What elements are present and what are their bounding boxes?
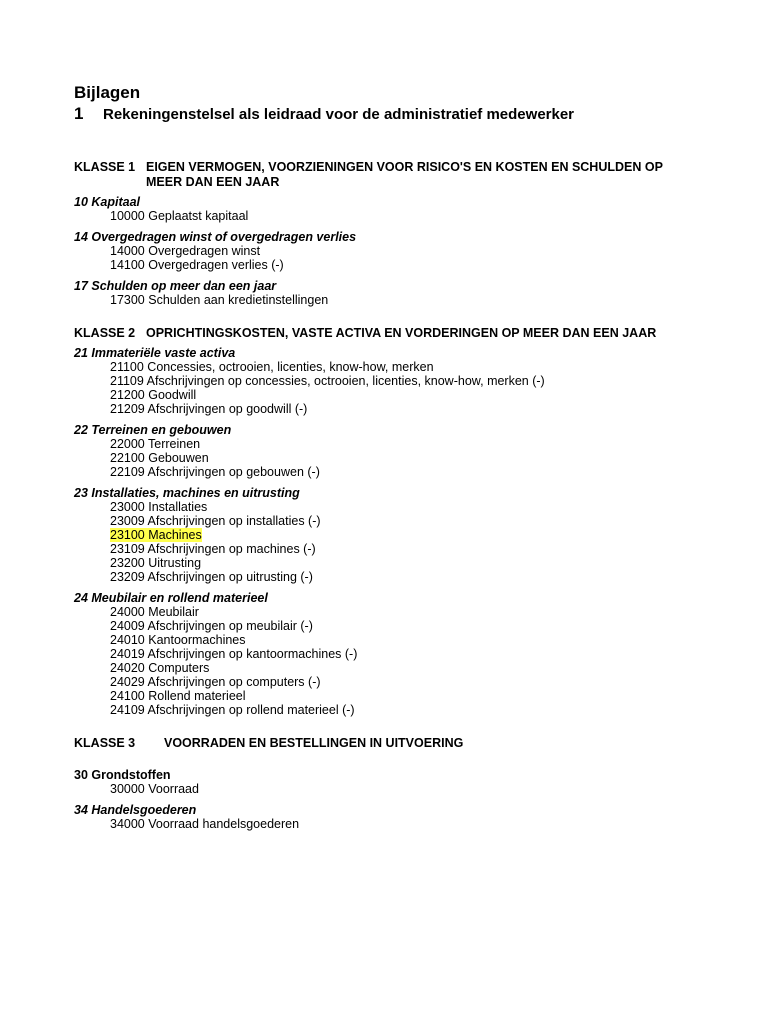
group-24: [74, 591, 694, 717]
section-number: 1: [74, 104, 84, 123]
account-line: 24029 Afschrijvingen op computers (-): [110, 675, 321, 689]
klasse-title: VOORRADEN EN BESTELLINGEN IN UITVOERING: [164, 736, 464, 750]
account-line: 21200 Goodwill: [110, 388, 197, 402]
group-title: 30 Grondstoffen: [74, 768, 171, 782]
account-line: 22109 Afschrijvingen op gebouwen (-): [110, 465, 320, 479]
account-line: 24020 Computers: [110, 661, 210, 675]
group-title: 22 Terreinen en gebouwen: [74, 423, 232, 437]
group-10: [74, 195, 694, 223]
account-line: 23009 Afschrijvingen op installaties (-): [110, 514, 321, 528]
account-line-highlighted: [74, 528, 694, 542]
group-title: 10 Kapitaal: [74, 195, 141, 209]
account-line: 23200 Uitrusting: [110, 556, 202, 570]
klasse-3-heading: [74, 736, 694, 751]
klasse-label: KLASSE 3: [74, 736, 136, 750]
account-line: 21100 Concessies, octrooien, licenties, know-how, merken: [110, 360, 434, 374]
klasse-1-heading: [74, 160, 694, 190]
account-line: 24010 Kantoormachines: [110, 633, 246, 647]
group-30: [74, 768, 694, 796]
account-line: 24009 Afschrijvingen op meubilair (-): [110, 619, 313, 633]
account-line: 30000 Voorraad: [110, 782, 199, 796]
account-line: 22100 Gebouwen: [110, 451, 209, 465]
account-line: 24019 Afschrijvingen op kantoormachines (-): [110, 647, 358, 661]
account-line: 14000 Overgedragen winst: [110, 244, 261, 258]
account-line: 23109 Afschrijvingen op machines (-): [110, 542, 316, 556]
group-23: [74, 486, 694, 584]
group-title: 14 Overgedragen winst of overgedragen verlies: [74, 230, 357, 244]
klasse-label: KLASSE 2: [74, 326, 136, 340]
group-title: 24 Meubilair en rollend materieel: [74, 591, 268, 605]
account-line: 22000 Terreinen: [110, 437, 201, 451]
account-line: 34000 Voorraad handelsgoederen: [110, 817, 300, 831]
klasse-2-heading: [74, 326, 694, 341]
group-title: 34 Handelsgoederen: [74, 803, 197, 817]
account-line: 24100 Rollend materieel: [110, 689, 246, 703]
account-plan: [74, 160, 694, 838]
account-line: 23000 Installaties: [110, 500, 208, 514]
account-line: 24000 Meubilair: [110, 605, 199, 619]
group-title: 17 Schulden op meer dan een jaar: [74, 279, 277, 293]
account-line: 17300 Schulden aan kredietinstellingen: [110, 293, 329, 307]
klasse-title: EIGEN VERMOGEN, VOORZIENINGEN VOOR RISICO'S EN KOSTEN EN SCHULDEN OP MEER DAN EEN JAAR: [146, 160, 663, 189]
group-34: [74, 803, 694, 831]
group-17: [74, 279, 694, 307]
page-title: Bijlagen: [74, 83, 141, 102]
highlight-mark: 23100 Machines: [110, 528, 202, 542]
group-14: [74, 230, 694, 272]
group-title: 23 Installaties, machines en uitrusting: [74, 486, 300, 500]
account-line: 23209 Afschrijvingen op uitrusting (-): [110, 570, 313, 584]
account-line: 21209 Afschrijvingen op goodwill (-): [110, 402, 308, 416]
klasse-label: KLASSE 1: [74, 160, 136, 174]
group-title: 21 Immateriële vaste activa: [74, 346, 236, 360]
page-subtitle: [74, 104, 574, 125]
account-line: 24109 Afschrijvingen op rollend materieel (-): [110, 703, 355, 717]
section-title: Rekeningenstelsel als leidraad voor de administratief medewerker: [103, 106, 575, 123]
account-line: 21109 Afschrijvingen op concessies, octrooien, licenties, know-how, merken (-): [110, 374, 545, 388]
account-line: 10000 Geplaatst kapitaal: [110, 209, 249, 223]
group-22: [74, 423, 694, 479]
klasse-title: OPRICHTINGSKOSTEN, VASTE ACTIVA EN VORDERINGEN OP MEER DAN EEN JAAR: [146, 326, 657, 340]
account-line: 14100 Overgedragen verlies (-): [110, 258, 284, 272]
group-21: [74, 346, 694, 416]
